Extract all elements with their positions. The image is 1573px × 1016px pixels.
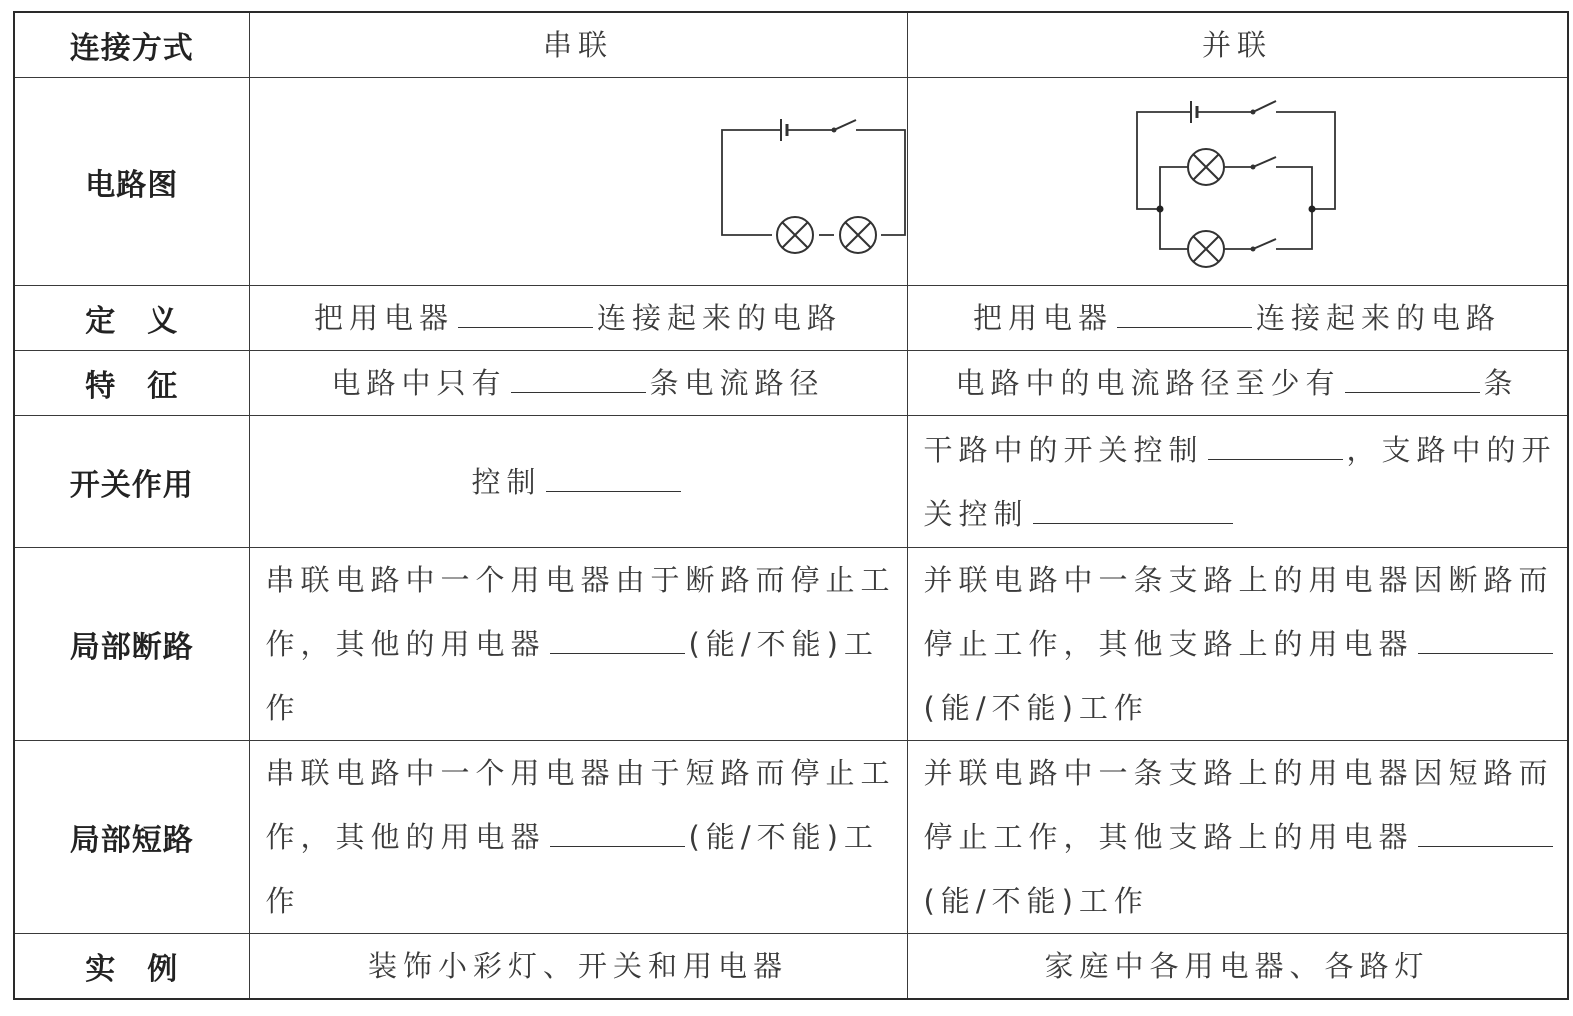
parallel-branch-2-left-wire (1160, 209, 1189, 249)
series-feature-blank[interactable] (511, 366, 646, 393)
series-feature-text-after: 条电流路径 (649, 366, 825, 400)
series-open-circuit-text-after: (能/不能)工作 (265, 627, 879, 725)
parallel-open-circuit-cell (907, 548, 1568, 741)
series-switch-blank[interactable] (546, 465, 681, 492)
parallel-short-circuit-text: 并联电路中一条支路上的用电器因短路而停止工作，其他支路上的用电器 (923, 756, 1554, 854)
label-diagram: 电路图 (14, 78, 249, 286)
series-feature-text-before: 电路中只有 (331, 366, 507, 400)
label-short-circuit: 局部短路 (14, 741, 249, 934)
diagram-row (14, 78, 1568, 286)
parallel-switch-text-1: 干路中的开关控制 (923, 432, 1204, 467)
parallel-branch-1-right-wire (1276, 167, 1312, 209)
series-short-circuit-blank[interactable] (550, 820, 685, 847)
series-parallel-comparison-table (13, 11, 1569, 1000)
switch-role-row (14, 416, 1568, 548)
example-row (14, 934, 1568, 1000)
parallel-definition-text-before: 把用电器 (972, 301, 1113, 335)
parallel-lamp-2-icon (1188, 231, 1224, 267)
series-short-circuit-text-after: (能/不能)工作 (265, 820, 879, 918)
parallel-open-circuit-blank[interactable] (1418, 627, 1553, 654)
parallel-open-circuit-text-after: (能/不能)工作 (923, 691, 1149, 725)
series-open-circuit-blank[interactable] (550, 627, 685, 654)
series-circuit-diagram-cell (249, 78, 907, 286)
series-switch-blade (834, 120, 856, 130)
parallel-example-cell: 家庭中各用电器、各路灯 (907, 934, 1568, 1000)
series-circuit-diagram (250, 79, 907, 285)
series-switch-text: 控制 (471, 464, 542, 499)
header-row (14, 12, 1568, 78)
series-definition-text-before: 把用电器 (313, 301, 454, 335)
series-short-circuit-text: 串联电路中一个用电器由于短路而停止工作，其他的用电器 (265, 756, 896, 854)
series-lamp-2-icon (840, 217, 876, 253)
parallel-short-circuit-cell (907, 741, 1568, 934)
parallel-switch-blank-2[interactable] (1033, 497, 1233, 524)
series-feature-cell (249, 351, 907, 416)
open-circuit-row (14, 548, 1568, 741)
series-switch-cell (249, 416, 907, 548)
parallel-open-circuit-text: 并联电路中一条支路上的用电器因断路而停止工作，其他支路上的用电器 (923, 563, 1554, 661)
label-definition: 定 义 (14, 286, 249, 351)
short-circuit-row (14, 741, 1568, 934)
header-series: 串联 (249, 12, 907, 78)
parallel-feature-blank[interactable] (1345, 366, 1480, 393)
parallel-short-circuit-blank[interactable] (1418, 820, 1553, 847)
series-definition-cell (249, 286, 907, 351)
parallel-lamp-1-icon (1188, 149, 1224, 185)
label-open-circuit: 局部断路 (14, 548, 249, 741)
parallel-switch-text-2: ，支路中的开关控制 (923, 432, 1557, 531)
series-lamp-1-icon (777, 217, 813, 253)
parallel-junction-right (1308, 205, 1315, 212)
parallel-branch-2-switch-blade (1253, 239, 1276, 249)
series-definition-text-after: 连接起来的电路 (597, 301, 843, 335)
feature-row (14, 351, 1568, 416)
series-definition-blank[interactable] (458, 301, 593, 328)
label-feature: 特 征 (14, 351, 249, 416)
parallel-circuit-diagram (908, 79, 1567, 285)
label-example: 实 例 (14, 934, 249, 1000)
series-open-circuit-cell (249, 548, 907, 741)
parallel-definition-cell (907, 286, 1568, 351)
parallel-branch-1-left-wire (1160, 167, 1189, 209)
parallel-wire-left-main (1137, 112, 1191, 209)
parallel-switch-cell (907, 416, 1568, 548)
parallel-feature-text-after: 条 (1483, 366, 1519, 400)
parallel-short-circuit-text-after: (能/不能)工作 (923, 884, 1149, 918)
series-wire-left (722, 130, 781, 235)
parallel-feature-text-before: 电路中的电流路径至少有 (955, 366, 1341, 400)
parallel-switch-blank-1[interactable] (1208, 433, 1343, 460)
parallel-wire-right-main (1276, 112, 1335, 209)
series-open-circuit-text: 串联电路中一个用电器由于断路而停止工作，其他的用电器 (265, 563, 896, 661)
header-connection-type: 连接方式 (14, 12, 249, 78)
definition-row (14, 286, 1568, 351)
parallel-circuit-diagram-cell (907, 78, 1568, 286)
parallel-junction-left (1156, 205, 1163, 212)
series-example-cell: 装饰小彩灯、开关和用电器 (249, 934, 907, 1000)
parallel-branch-2-right-wire (1276, 209, 1312, 249)
parallel-main-switch-blade (1253, 101, 1276, 112)
parallel-feature-cell (907, 351, 1568, 416)
parallel-definition-blank[interactable] (1117, 301, 1252, 328)
comparison-table-container (13, 11, 1569, 1000)
parallel-branch-1-switch-blade (1253, 157, 1276, 167)
label-switch-role: 开关作用 (14, 416, 249, 548)
header-parallel: 并联 (907, 12, 1568, 78)
parallel-definition-text-after: 连接起来的电路 (1256, 301, 1502, 335)
series-short-circuit-cell (249, 741, 907, 934)
